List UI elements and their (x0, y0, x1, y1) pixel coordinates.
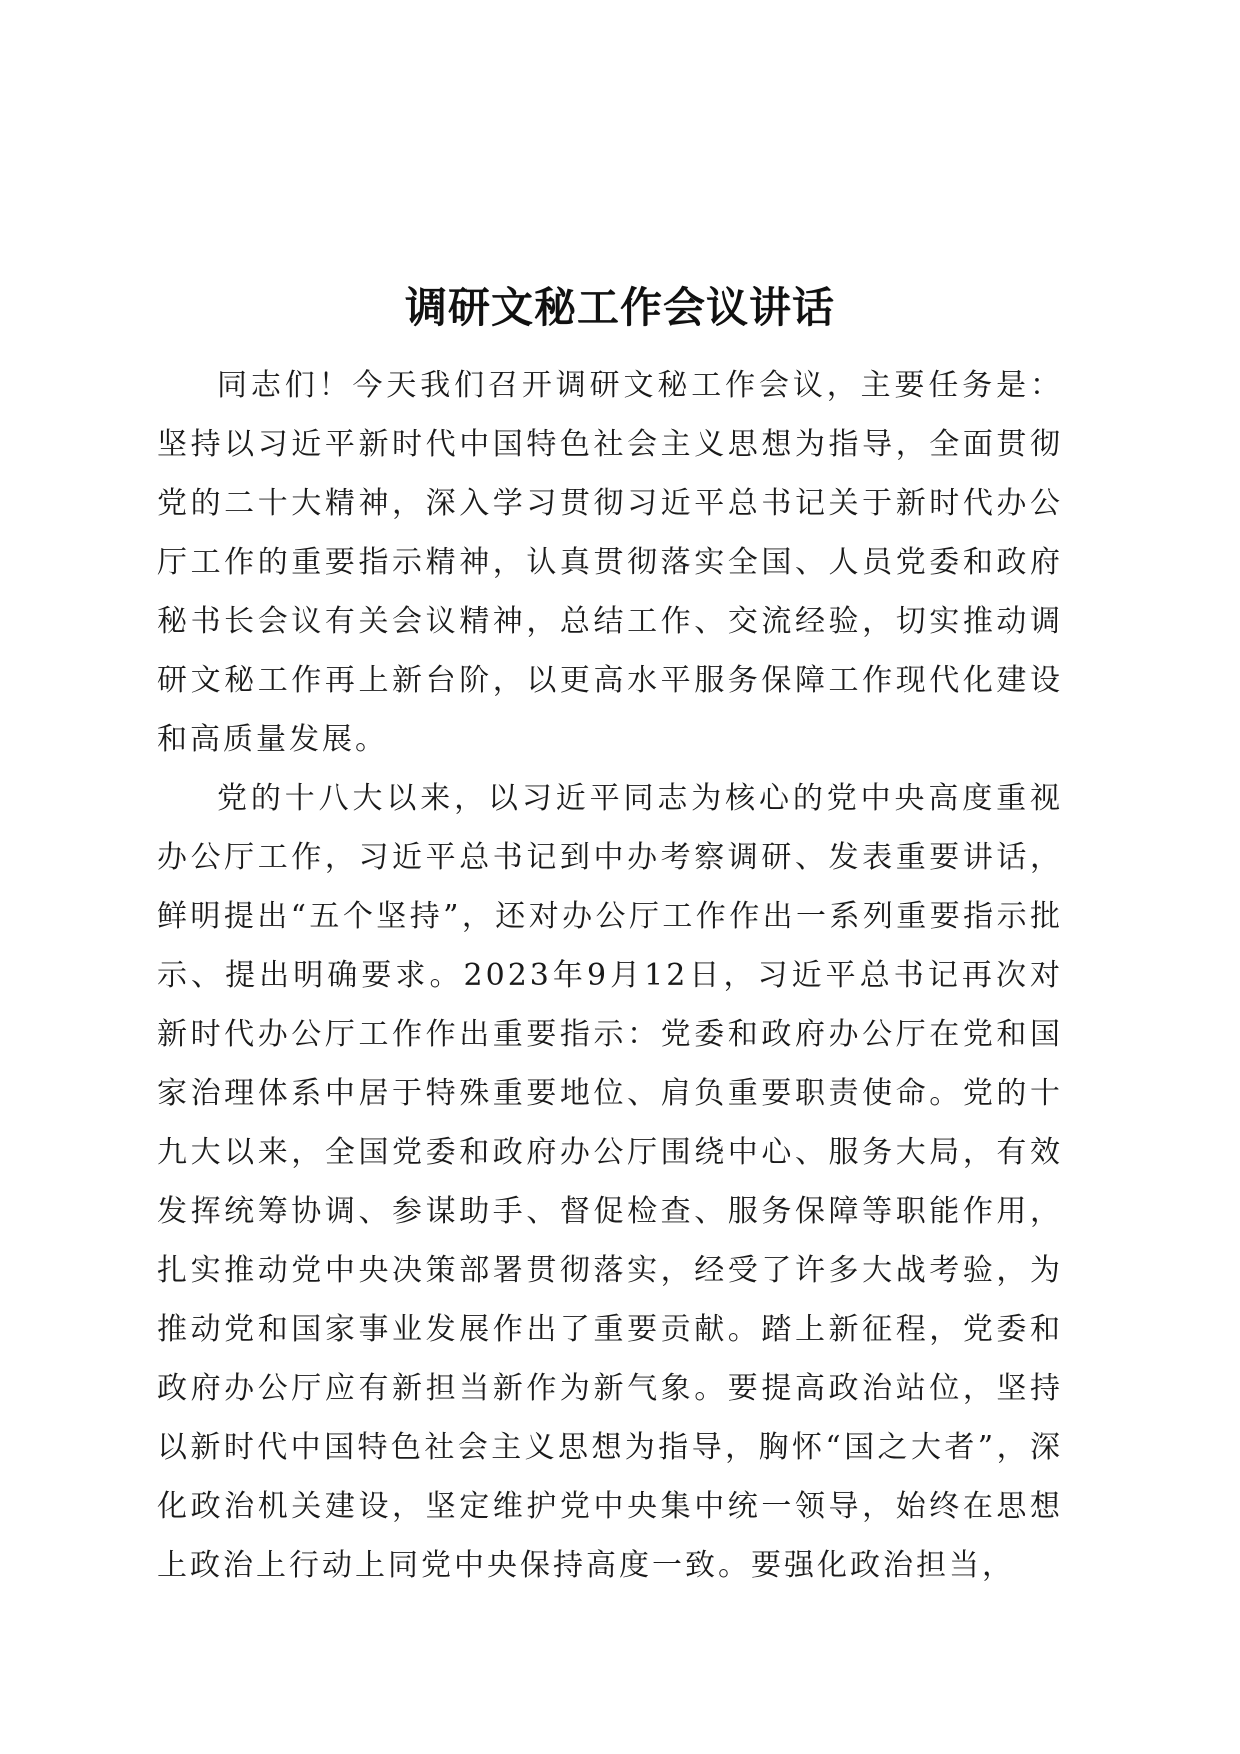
document-title: 调研文秘工作会议讲话 (404, 283, 835, 332)
paragraph-opening: 同志们！今天我们召开调研文秘工作会议，主要任务是：坚持以习近平新时代中国特色社会主义思想为指导，全面贯彻党的二十大精神，深入学习贯彻习近平总书记关于新时代办公厅工作的重要指示精神，认真贯彻落实全国、人员党委和政府秘书长会议有关会议精神，总结工作、交流经验，切实推动调研文秘工作再上新台阶，以更高水平服务保障工作现代化建设和高质量发展。 (157, 368, 1063, 757)
document-body (157, 356, 1063, 1595)
paragraph-background: 党的十八大以来，以习近平同志为核心的党中央高度重视办公厅工作，习近平总书记到中办考察调研、发表重要讲话，鲜明提出“五个坚持”，还对办公厅工作作出一系列重要指示批示、提出明确要求。2023年9月12日，习近平总书记再次对新时代办公厅工作作出重要指示：党委和政府办公厅在党和国家治理体系中居于特殊重要地位、肩负重要职责使命。党的十九大以来，全国党委和政府办公厅围绕中心、服务大局，有效发挥统筹协调、参谋助手、督促检查、服务保障等职能作用，扎实推动党中央决策部署贯彻落实，经受了许多大战考验，为推动党和国家事业发展作出了重要贡献。踏上新征程，党委和政府办公厅应有新担当新作为新气象。要提高政治站位，坚持以新时代中国特色社会主义思想为指导，胸怀“国之大者”，深化政治机关建设，坚定维护党中央集中统一领导，始终在思想上政治上行动上同党中央保持高度一致。要强化政治担当， (157, 781, 1063, 1583)
